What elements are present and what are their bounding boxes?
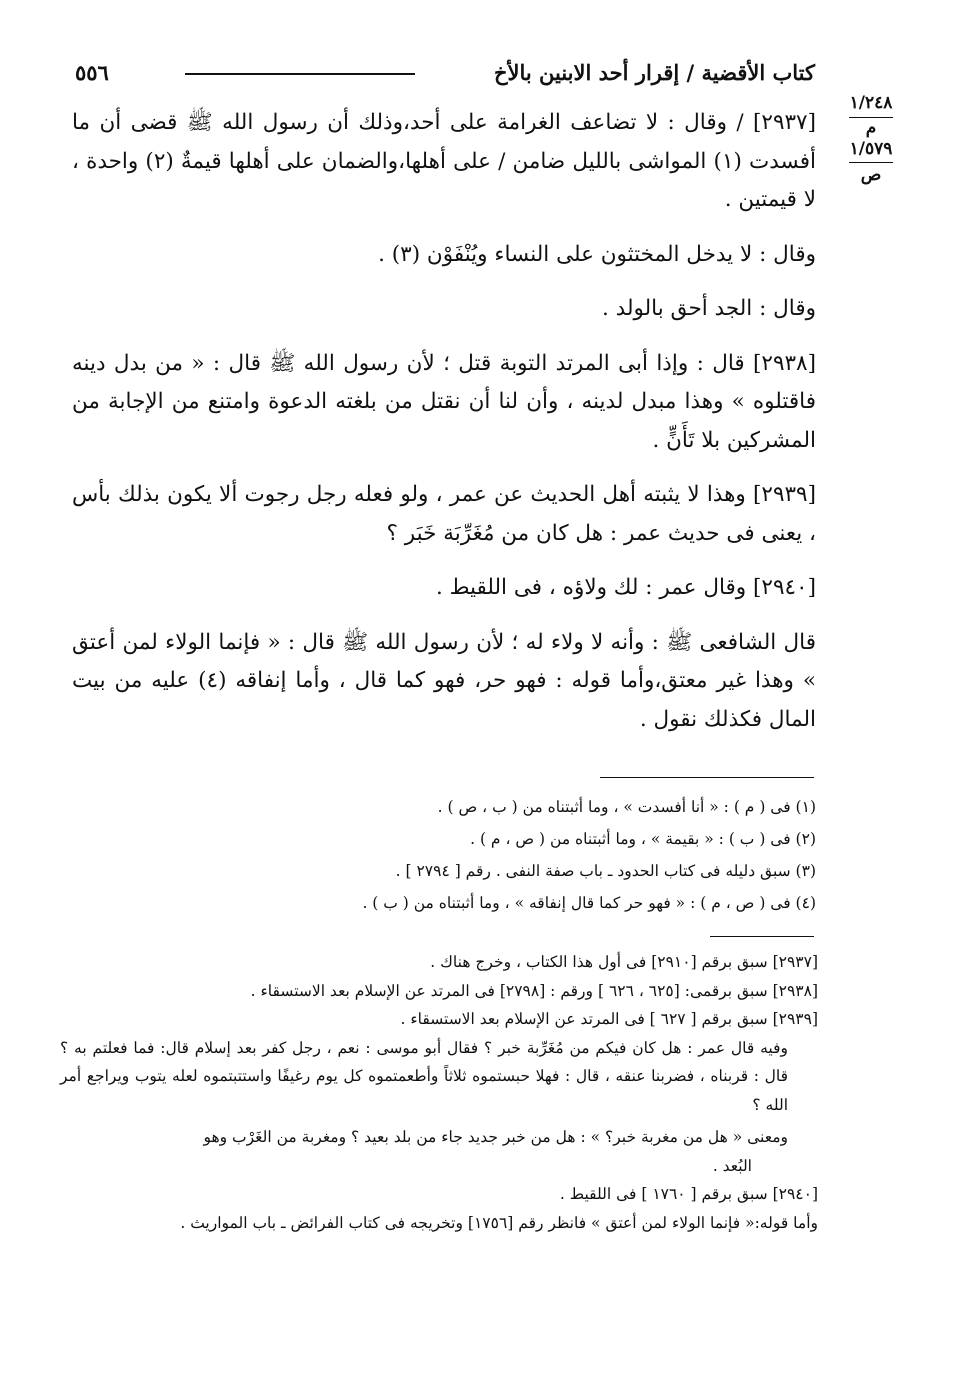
margin-ref-divider: [849, 162, 893, 163]
takhrij-2938: [٢٩٣٨] سبق برقمى: [٦٢٥ ، ٦٢٦ ] ورقم : [٢٧٩٨] فى المرتد عن الإسلام بعد الاستسقاء .: [250, 981, 818, 1000]
takhrij-2939: [٢٩٣٩] سبق برقم [ ٦٢٧ ] فى المرتد عن الإسلام بعد الاستسقاء .: [400, 1010, 818, 1028]
header-title: كتاب الأقضية / إقرار أحد الابنين بالأخ: [493, 60, 815, 85]
margin-ref-3: ١/٥٧٩: [849, 139, 893, 159]
footnote-3: (٣) سبق دليله فى كتاب الحدود ـ باب صفة النفى . رقم [ ٢٧٩٤ ] .: [395, 862, 816, 880]
margin-ref-2: م: [865, 118, 877, 138]
main-text: [72, 104, 816, 755]
paragraph-2939: [٢٩٣٩] وهذا لا يثبته أهل الحديث عن عمر ، ولو فعله رجل رجوت ألا يكون بذلك بأس ، يعنى فى حديث عمر : هل كان من مُغَرِّبَة خَبَر ؟: [72, 482, 816, 546]
running-header: [75, 60, 815, 90]
takhrij-umar-hadith: وفيه قال عمر : هل كان فيكم من مُغَرِّبة خبر ؟ فقال أبو موسى : نعم ، رجل كفر بعد إسلام قال: فما فعلتم به ؟ قال : قربناه ، فضربنا عنقه ، قال : فهلا حبستموه ثلاثاً وأطعمتموه كل يوم رغيفًا واستتبتموه لعله يتوب ويراجع أمر الله ؟: [60, 1038, 788, 1114]
takhrij-separator: [710, 936, 814, 937]
margin-manuscript-refs: [838, 90, 904, 186]
footnote-separator: [600, 777, 814, 778]
paragraph-2938: [٢٩٣٨] قال : وإذا أبى المرتد التوبة قتل ؛ لأن رسول الله ﷺ قال : « من بدل دينه فاقتلوه » وهذا مبدل لدينه ، وأن لنا أن نقتل من بلغته الدعوة وامتنع من الإجابة من المشركين بلا تَأَنٍّ .: [72, 350, 816, 453]
takhrij-meaning-cont: البُعد .: [712, 1156, 752, 1175]
paragraph-shafii: قال الشافعى ﷺ : وأنه لا ولاء له ؛ لأن رسول الله ﷺ قال : « فإنما الولاء لمن أعتق » وهذا غير معتق،وأما قوله : فهو حر، فهو كما قال ، وأما إنفاقه (٤) عليه من بيت المال فكذلك نقول .: [72, 629, 816, 732]
page-number: ٥٥٦: [75, 60, 109, 85]
takhrij-meaning: ومعنى « هل من مغربة خبر؟ » : هل من خبر جديد جاء من بلد بعيد ؟ ومغربة من الغَرْب وهو: [203, 1128, 788, 1146]
footnote-2: (٢) فى ( ب ) : « بقيمة » ، وما أثبتناه من ( ص ، م ) .: [470, 830, 816, 848]
margin-ref-4: ص: [860, 165, 882, 185]
paragraph-2940: [٢٩٤٠] وقال عمر : لك ولاؤه ، فى اللقيط .: [435, 575, 816, 600]
paragraph-2937: [٢٩٣٧] / وقال : لا تضاعف الغرامة على أحد،وذلك أن رسول الله ﷺ قضى أن ما أفسدت (١) المواشى بالليل ضامن / على أهلها،والضمان على أهلها قيمةٌ (٢) واحدة ، لا قيمتين .: [72, 110, 816, 212]
footnote-4: (٤) فى ( ص ، م ) : « فهو حر كما قال إنفاقه » ، وما أثبتناه من ( ب ) .: [362, 894, 816, 912]
footnote-1: (١) فى ( م ) : « أنا أفسدت » ، وما أثبتناه من ( ب ، ص ) .: [437, 798, 816, 816]
margin-ref-1: ١/٢٤٨: [849, 93, 893, 113]
takhrij-wala: وأما قوله:« فإنما الولاء لمن أعتق » فانظر رقم [١٧٥٦] وتخريجه فى كتاب الفرائض ـ باب المواريث .: [180, 1213, 818, 1232]
takhrij-notes: [60, 948, 818, 1237]
header-rule: [185, 73, 415, 75]
takhrij-2937: [٢٩٣٧] سبق برقم [٢٩١٠] فى أول هذا الكتاب ، وخرج هناك .: [430, 953, 818, 971]
paragraph-grandfather: وقال : الجد أحق بالولد .: [602, 296, 816, 321]
paragraph-mukhannathun: وقال : لا يدخل المختثون على النساء ويُنْفَوْن (٣) .: [378, 241, 816, 267]
footnotes: [260, 791, 816, 919]
takhrij-2940: [٢٩٤٠] سبق برقم [ ١٧٦٠ ] فى اللقيط .: [559, 1185, 818, 1203]
